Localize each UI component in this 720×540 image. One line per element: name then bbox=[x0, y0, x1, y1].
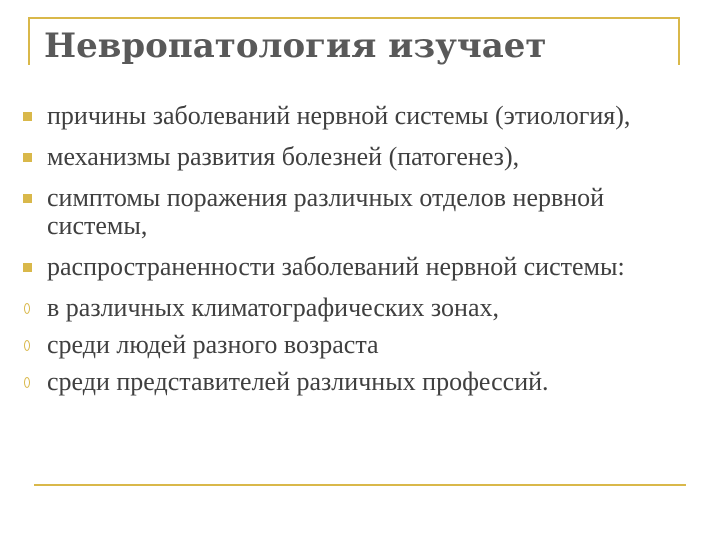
circle-bullet-icon bbox=[24, 303, 30, 314]
list-item-text: в различных климатографических зонах, bbox=[47, 293, 500, 322]
frame-left-line bbox=[28, 17, 30, 65]
list-item-text: причины заболеваний нервной системы (этиология), bbox=[47, 101, 631, 130]
list-item bbox=[0, 102, 647, 130]
frame-top-line bbox=[28, 17, 680, 19]
list-item-text: среди представителей различных профессий. bbox=[47, 367, 549, 396]
bullet-list bbox=[0, 102, 720, 405]
slide-title: Невропатология изучает bbox=[44, 26, 547, 66]
list-item-text: механизмы развития болезней (патогенез), bbox=[47, 142, 520, 171]
list-item bbox=[0, 143, 647, 171]
frame-right-line bbox=[678, 17, 680, 65]
square-bullet-icon bbox=[23, 112, 32, 121]
frame-bottom-line bbox=[34, 484, 686, 486]
circle-bullet-icon bbox=[24, 340, 30, 351]
list-item-text: распространенности заболеваний нервной системы: bbox=[47, 252, 625, 281]
list-item-text: среди людей разного возраста bbox=[47, 330, 379, 359]
list-item-text: симптомы поражения различных отделов нервной системы, bbox=[47, 183, 605, 240]
circle-bullet-icon bbox=[24, 377, 30, 388]
list-item bbox=[0, 331, 647, 359]
square-bullet-icon bbox=[23, 153, 32, 162]
list-item bbox=[0, 253, 647, 281]
square-bullet-icon bbox=[23, 263, 32, 272]
list-item bbox=[0, 294, 647, 322]
list-item bbox=[0, 184, 647, 240]
list-item bbox=[0, 368, 647, 396]
square-bullet-icon bbox=[23, 194, 32, 203]
